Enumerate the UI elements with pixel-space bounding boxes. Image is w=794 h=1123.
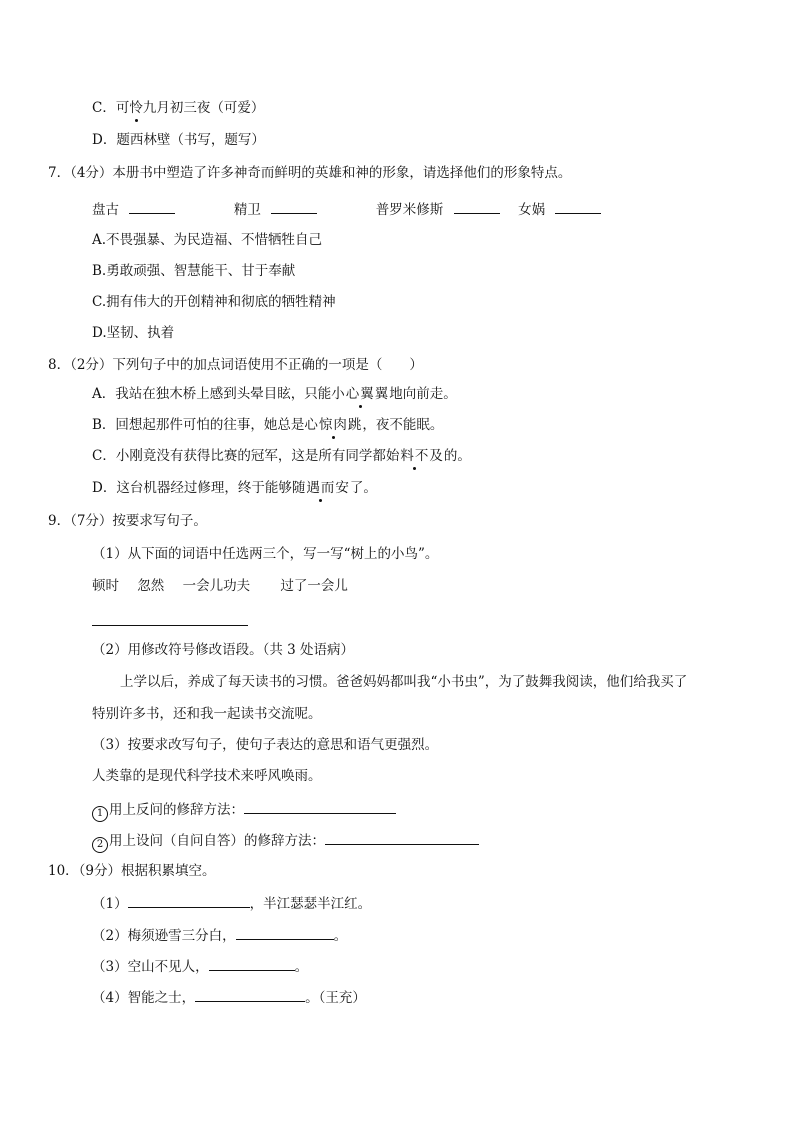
q9-word-list — [92, 577, 348, 595]
q8-option-c: C．小刚竟没有获得比赛的冠军，这是所有同学都始料不及的。 — [92, 448, 471, 464]
dotted-word: 随遇而安 — [291, 480, 350, 496]
q7-option-c: C.拥有伟大的开创精神和彻底的牺牲精神 — [92, 294, 336, 310]
answer-blank[interactable] — [236, 925, 334, 940]
q9-part2: （2）用修改符号修改语段。（共 3 处语病） — [92, 642, 355, 658]
q9-paragraph-line1: 上学以后，养成了每天读书的习惯。爸爸妈妈都叫我“小书虫”，为了鼓舞我阅读，他们给我买了 — [120, 674, 688, 690]
circled-number-1: 1 — [92, 806, 108, 822]
q10-stem: 10．（9分）根据积累填空。 — [48, 863, 216, 879]
q8-option-d: D．这台机器经过修理，终于能够随遇而安了。 — [92, 480, 377, 496]
q7-option-a: A.不畏强暴、为民造福、不惜牺牲自己 — [92, 232, 323, 248]
q9-sub1: 1 用上反问的修辞方法： — [92, 799, 396, 822]
q9-stem: 9．（7分）按要求写句子。 — [48, 513, 207, 529]
dotted-word: 始料不及 — [385, 448, 444, 464]
q9-paragraph-line2: 特别许多书，还和我一起读书交流呢。 — [92, 706, 322, 722]
dotted-char: 怜 — [129, 100, 143, 116]
q9-part1: （1）从下面的词语中任选两三个，写一写“树上的小鸟”。 — [92, 546, 439, 562]
q7-name-row — [92, 199, 601, 219]
word: 忽然 — [137, 578, 165, 594]
answer-blank[interactable] — [209, 956, 295, 971]
q10-line3: （3）空山不见人， 。 — [92, 956, 308, 976]
q6-option-c: C．可怜九月初三夜（可爱） — [92, 100, 265, 116]
word: 一会儿功夫 — [182, 578, 251, 594]
q8-option-a: A．我站在独木桥上感到头晕目眩，只能小心翼翼地向前走。 — [92, 386, 457, 402]
dotted-word: 小心翼翼 — [331, 386, 390, 402]
answer-line[interactable] — [92, 611, 248, 626]
q7-option-d: D.坚韧、执着 — [92, 325, 175, 341]
q9-sentence: 人类靠的是现代科学技术来呼风唤雨。 — [92, 768, 322, 784]
q7-stem: 7．（4分）本册书中塑造了许多神奇而鲜明的英雄和神的形象，请选择他们的形象特点。 — [48, 165, 572, 181]
answer-blank[interactable] — [454, 199, 500, 214]
word: 过了一会儿 — [280, 578, 348, 594]
answer-blank[interactable] — [555, 199, 601, 214]
answer-blank[interactable] — [325, 830, 479, 845]
q9-part3: （3）按要求改写句子，使句子表达的意思和语气更强烈。 — [92, 737, 439, 753]
answer-blank[interactable] — [244, 799, 396, 814]
answer-blank[interactable] — [271, 199, 317, 214]
q10-line2: （2）梅须逊雪三分白， 。 — [92, 925, 347, 945]
q8-option-b: B．回想起那件可怕的往事，她总是心惊肉跳，夜不能眠。 — [92, 417, 444, 433]
q7-name-nvwa: 女娲 — [518, 202, 546, 218]
q7-name-jingwei: 精卫 — [233, 202, 261, 218]
q7-name-pangu: 盘古 — [92, 202, 119, 218]
q7-name-prometheus: 普罗米修斯 — [375, 202, 444, 218]
circled-number-2: 2 — [92, 837, 108, 853]
q9-sub2: 2 用上设问（自问自答）的修辞方法： — [92, 830, 479, 853]
dotted-word: 心惊肉跳 — [304, 417, 363, 433]
q8-stem: 8．（2分）下列句子中的加点词语使用不正确的一项是（ ） — [48, 357, 423, 373]
answer-blank[interactable] — [129, 199, 175, 214]
word: 顿时 — [92, 578, 119, 594]
q6-option-d: D．题西林壁（书写，题写） — [92, 132, 265, 148]
q10-line1: （1） ，半江瑟瑟半江红。 — [92, 893, 371, 913]
q10-line4: （4）智能之士， 。（王充） — [92, 987, 366, 1007]
q7-option-b: B.勇敢顽强、智慧能干、甘于奉献 — [92, 263, 296, 279]
answer-blank[interactable] — [195, 987, 305, 1002]
answer-blank[interactable] — [128, 893, 250, 908]
